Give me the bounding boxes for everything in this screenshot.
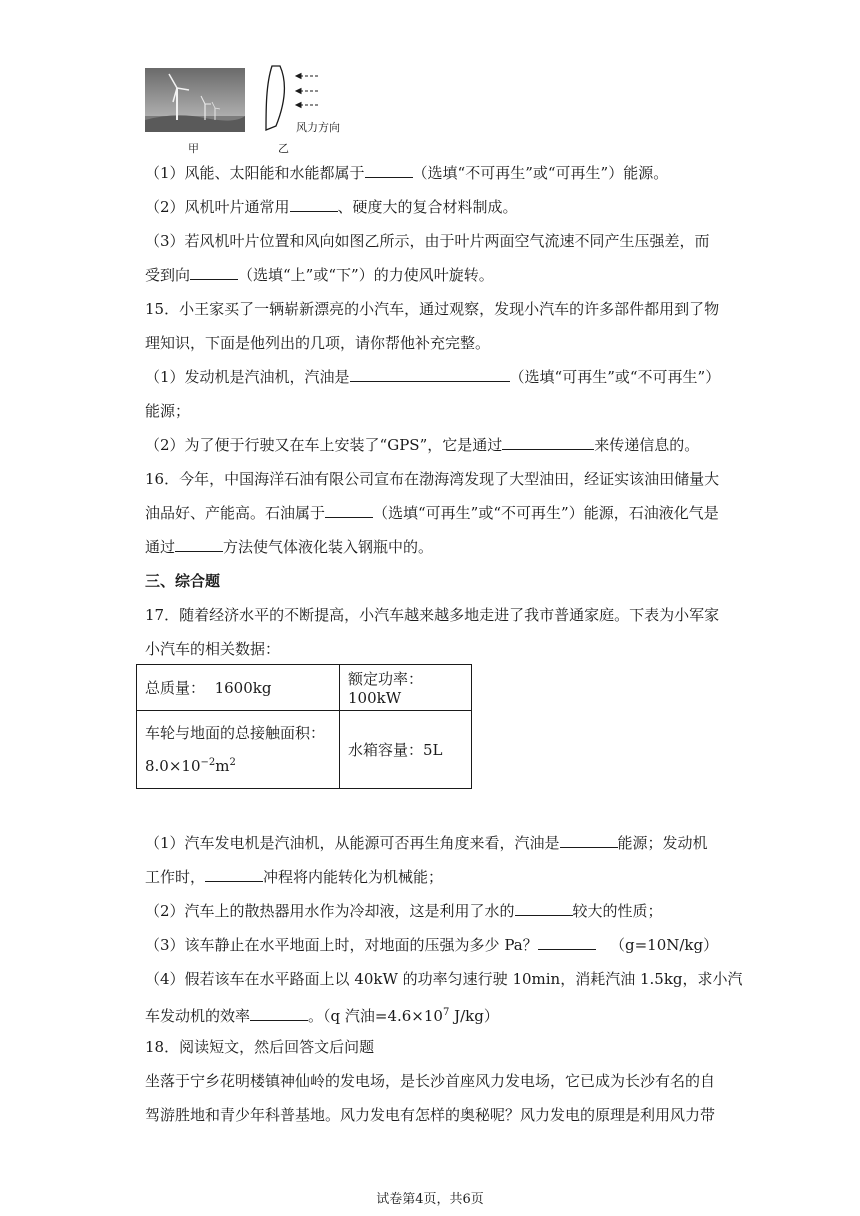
- q17-stem-line2: 小汽车的相关数据：: [145, 640, 281, 658]
- q14-part1: （1）风能、太阳能和水能都属于 （选填“不可再生”或“可再生”）能源。: [145, 164, 669, 182]
- answer-blank[interactable]: [560, 833, 618, 848]
- wind-turbine-photo: [145, 68, 245, 132]
- power-cell: 额定功率：100kW: [340, 665, 472, 711]
- answer-blank[interactable]: [250, 1006, 308, 1021]
- q17-part3: （3）该车静止在水平地面上时，对地面的压强为多少 Pa？ （g=10N/kg）: [145, 936, 719, 954]
- q18-stem: 18．阅读短文，然后回答文后问题: [145, 1038, 375, 1056]
- q17-part1-line2: 工作时， 冲程将内能转化为机械能；: [145, 868, 444, 886]
- answer-blank[interactable]: [365, 163, 413, 178]
- answer-blank[interactable]: [350, 367, 510, 382]
- q18-passage-line1: 坐落于宁乡花明楼镇神仙岭的发电场，是长沙首座风力发电场，它已成为长沙有名的自: [145, 1072, 716, 1090]
- answer-blank[interactable]: [290, 197, 338, 212]
- q15-part1: （1）发动机是汽油机，汽油是 （选填“可再生”或“不可再生”）: [145, 368, 721, 386]
- answer-blank[interactable]: [515, 901, 573, 916]
- answer-blank[interactable]: [538, 935, 596, 950]
- q17-part4-line2: 车发动机的效率 。（q 汽油$=4.6\times 10^7$ J/kg）: [145, 1007, 499, 1025]
- q17-part4-line1: （4）假若该车在水平路面上以 40kW 的功率匀速行驶 10min，消耗汽油 1.5kg，求小汽: [145, 970, 743, 988]
- q14-part3-line1: （3）若风机叶片位置和风向如图乙所示，由于叶片两面空气流速不同产生压强差，而: [145, 232, 710, 250]
- q17-stem-line1: 17．随着经济水平的不断提高，小汽车越来越多地走进了我市普通家庭。下表为小军家: [145, 606, 720, 624]
- tank-capacity-cell: 水箱容量：5L: [340, 711, 472, 789]
- figure-jia-label: 甲: [188, 142, 199, 155]
- answer-blank[interactable]: [325, 503, 373, 518]
- q15-part1-line2: 能源；: [145, 402, 191, 420]
- figure-yi-label: 乙: [278, 142, 289, 155]
- q17-part2: （2）汽车上的散热器用水作为冷却液，这是利用了水的 较大的性质；: [145, 902, 663, 920]
- section-heading: 三、综合题: [145, 572, 221, 590]
- q18-passage-line2: 驾游胜地和青少年科普基地。风力发电有怎样的奥秘呢？风力发电的原理是利用风力带: [145, 1106, 716, 1124]
- q16-stem-line2: 油品好、产能高。石油属于 （选填“可再生”或“不可再生”）能源，石油液化气是: [145, 504, 719, 522]
- answer-blank[interactable]: [205, 867, 263, 882]
- q15-stem-line1: 15．小王家买了一辆崭新漂亮的小汽车，通过观察，发现小汽车的许多部件都用到了物: [145, 300, 720, 318]
- answer-blank[interactable]: [502, 435, 594, 450]
- answer-blank[interactable]: [190, 265, 238, 280]
- q15-part2: （2）为了便于行驶又在车上安装了“GPS”，它是通过 来传递信息的。: [145, 436, 700, 454]
- wind-direction-label: 风力方向: [296, 121, 340, 134]
- mass-cell: 总质量： 1600kg: [137, 665, 340, 711]
- q16-stem-line3: 通过 方法使气体液化装入钢瓶中的。: [145, 538, 434, 556]
- page-footer: 试卷第4页，共6页: [376, 1192, 484, 1207]
- contact-area-cell: 车轮与地面的总接触面积： $8.0\times 10^{-2}m^2$: [137, 711, 340, 789]
- wind-arrows: [296, 74, 320, 108]
- answer-blank[interactable]: [175, 537, 223, 552]
- q16-stem-line1: 16．今年，中国海洋石油有限公司宣布在渤海湾发现了大型油田，经证实该油田储量大: [145, 470, 720, 488]
- q14-part3-line2: 受到向 （选填“上”或“下”）的力使风叶旋转。: [145, 266, 494, 284]
- car-spec-table: [136, 664, 472, 789]
- q17-part1: （1）汽车发电机是汽油机，从能源可否再生角度来看，汽油是 能源；发动机: [145, 834, 708, 852]
- q14-part2: （2）风机叶片通常用 、硬度大的复合材料制成。: [145, 198, 518, 216]
- q15-stem-line2: 理知识，下面是他列出的几项，请你帮他补充完整。: [145, 334, 491, 352]
